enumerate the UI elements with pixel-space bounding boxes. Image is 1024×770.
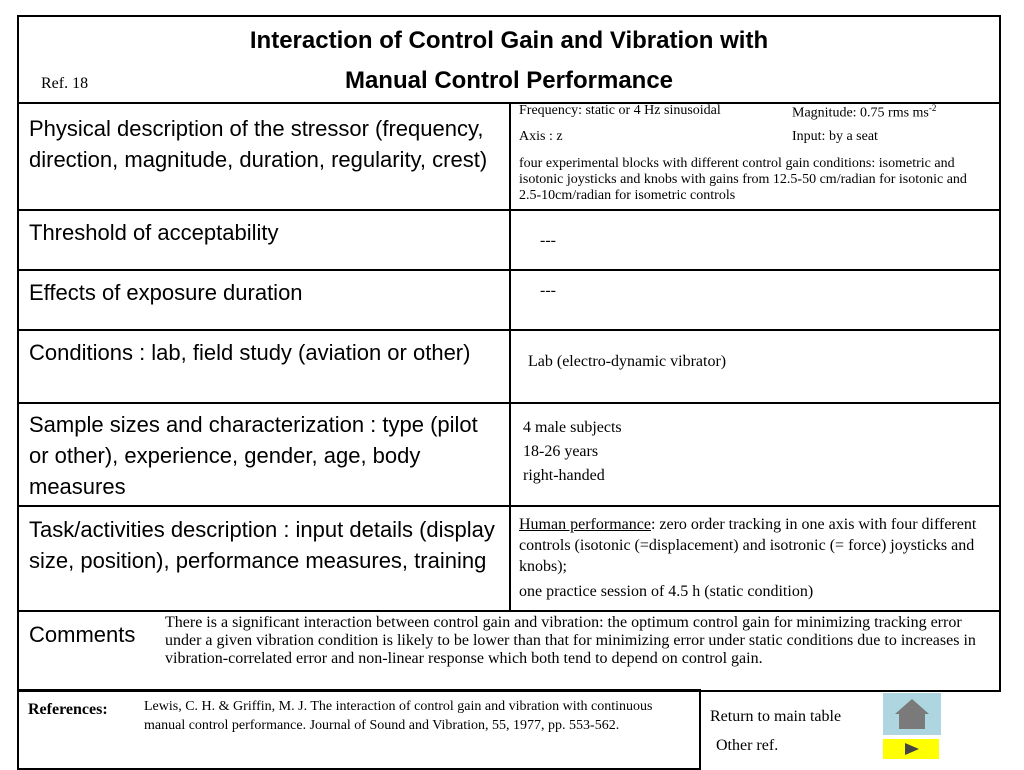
- home-button[interactable]: [883, 693, 941, 735]
- sample-line: right-handed: [523, 467, 605, 484]
- magnitude-text: Magnitude: 0.75 rms $ms^{-2}$: [792, 103, 937, 121]
- sample-line: 4 male subjects: [523, 419, 622, 436]
- conditions-value: Lab (electro-dynamic vibrator): [528, 353, 727, 370]
- ref-number: Ref. 18: [41, 75, 89, 92]
- exposure-value: ---: [540, 282, 556, 299]
- threshold-value: ---: [540, 232, 556, 249]
- blocks-text: four experimental blocks with different control gain conditions: isometric and isotonic joysticks and knobs with gains from 12.5-50 cm/radian for isotonic and 2.5-10cm/radian for isometric controls: [519, 156, 967, 203]
- other-ref-link[interactable]: Other ref.: [716, 737, 779, 754]
- row-label-comments: Comments: [29, 622, 136, 647]
- row-label-conditions: Conditions : lab, field study (aviation or other): [29, 340, 471, 365]
- row-label-physical: Physical description of the stressor (frequency, direction, magnitude, duration, regularity, crest): [29, 116, 488, 172]
- references-text: Lewis, C. H. & Griffin, M. J. The interaction of control gain and vibration with continuous manual control performance. Journal of Sound and Vibration, 55, 1977, pp. 553-562.: [144, 699, 653, 733]
- column-divider: [509, 102, 511, 610]
- page-title-line1: Interaction of Control Gain and Vibration with: [249, 27, 769, 54]
- row-divider: [19, 610, 999, 612]
- next-ref-button[interactable]: [883, 739, 939, 759]
- comments-text: There is a significant interaction between control gain and vibration: the optimum control gain for minimizing tracking error under a given vibration condition is likely to be lower than that for minimizing error under static conditions due to increases in vibration-correlated error and non-linear response which both tend to depend on control gain.: [165, 614, 976, 667]
- sample-line: 18-26 years: [523, 443, 599, 460]
- frequency-text: Frequency: static or 4 Hz sinusoidal: [519, 103, 721, 118]
- row-label-sample: Sample sizes and characterization : type (pilot or other), experience, gender, age, body measures: [29, 412, 478, 499]
- references-box: [17, 689, 701, 770]
- row-label-exposure: Effects of exposure duration: [29, 280, 303, 305]
- page-title-line2: Manual Control Performance: [344, 67, 674, 94]
- task-description: Human performance: zero order tracking in one axis with four different controls (isotonic (=displacement) and isotronic (= force) joysticks and knobs);: [519, 516, 977, 575]
- row-label-task: Task/activities description : input details (display size, position), performance measures, training: [29, 517, 495, 573]
- home-icon: [883, 693, 941, 735]
- references-label: References:: [28, 701, 108, 718]
- summary-table: [17, 15, 1001, 692]
- practice-text: one practice session of 4.5 h (static condition): [519, 583, 814, 600]
- row-label-threshold: Threshold of acceptability: [29, 220, 279, 245]
- return-to-main-table-link[interactable]: Return to main table: [710, 708, 842, 725]
- sample-values: [523, 416, 622, 488]
- input-text: Input: by a seat: [792, 129, 878, 144]
- axis-text: Axis : z: [519, 129, 563, 144]
- play-arrow-icon: [883, 739, 939, 759]
- human-performance-label: Human performance: [519, 516, 651, 533]
